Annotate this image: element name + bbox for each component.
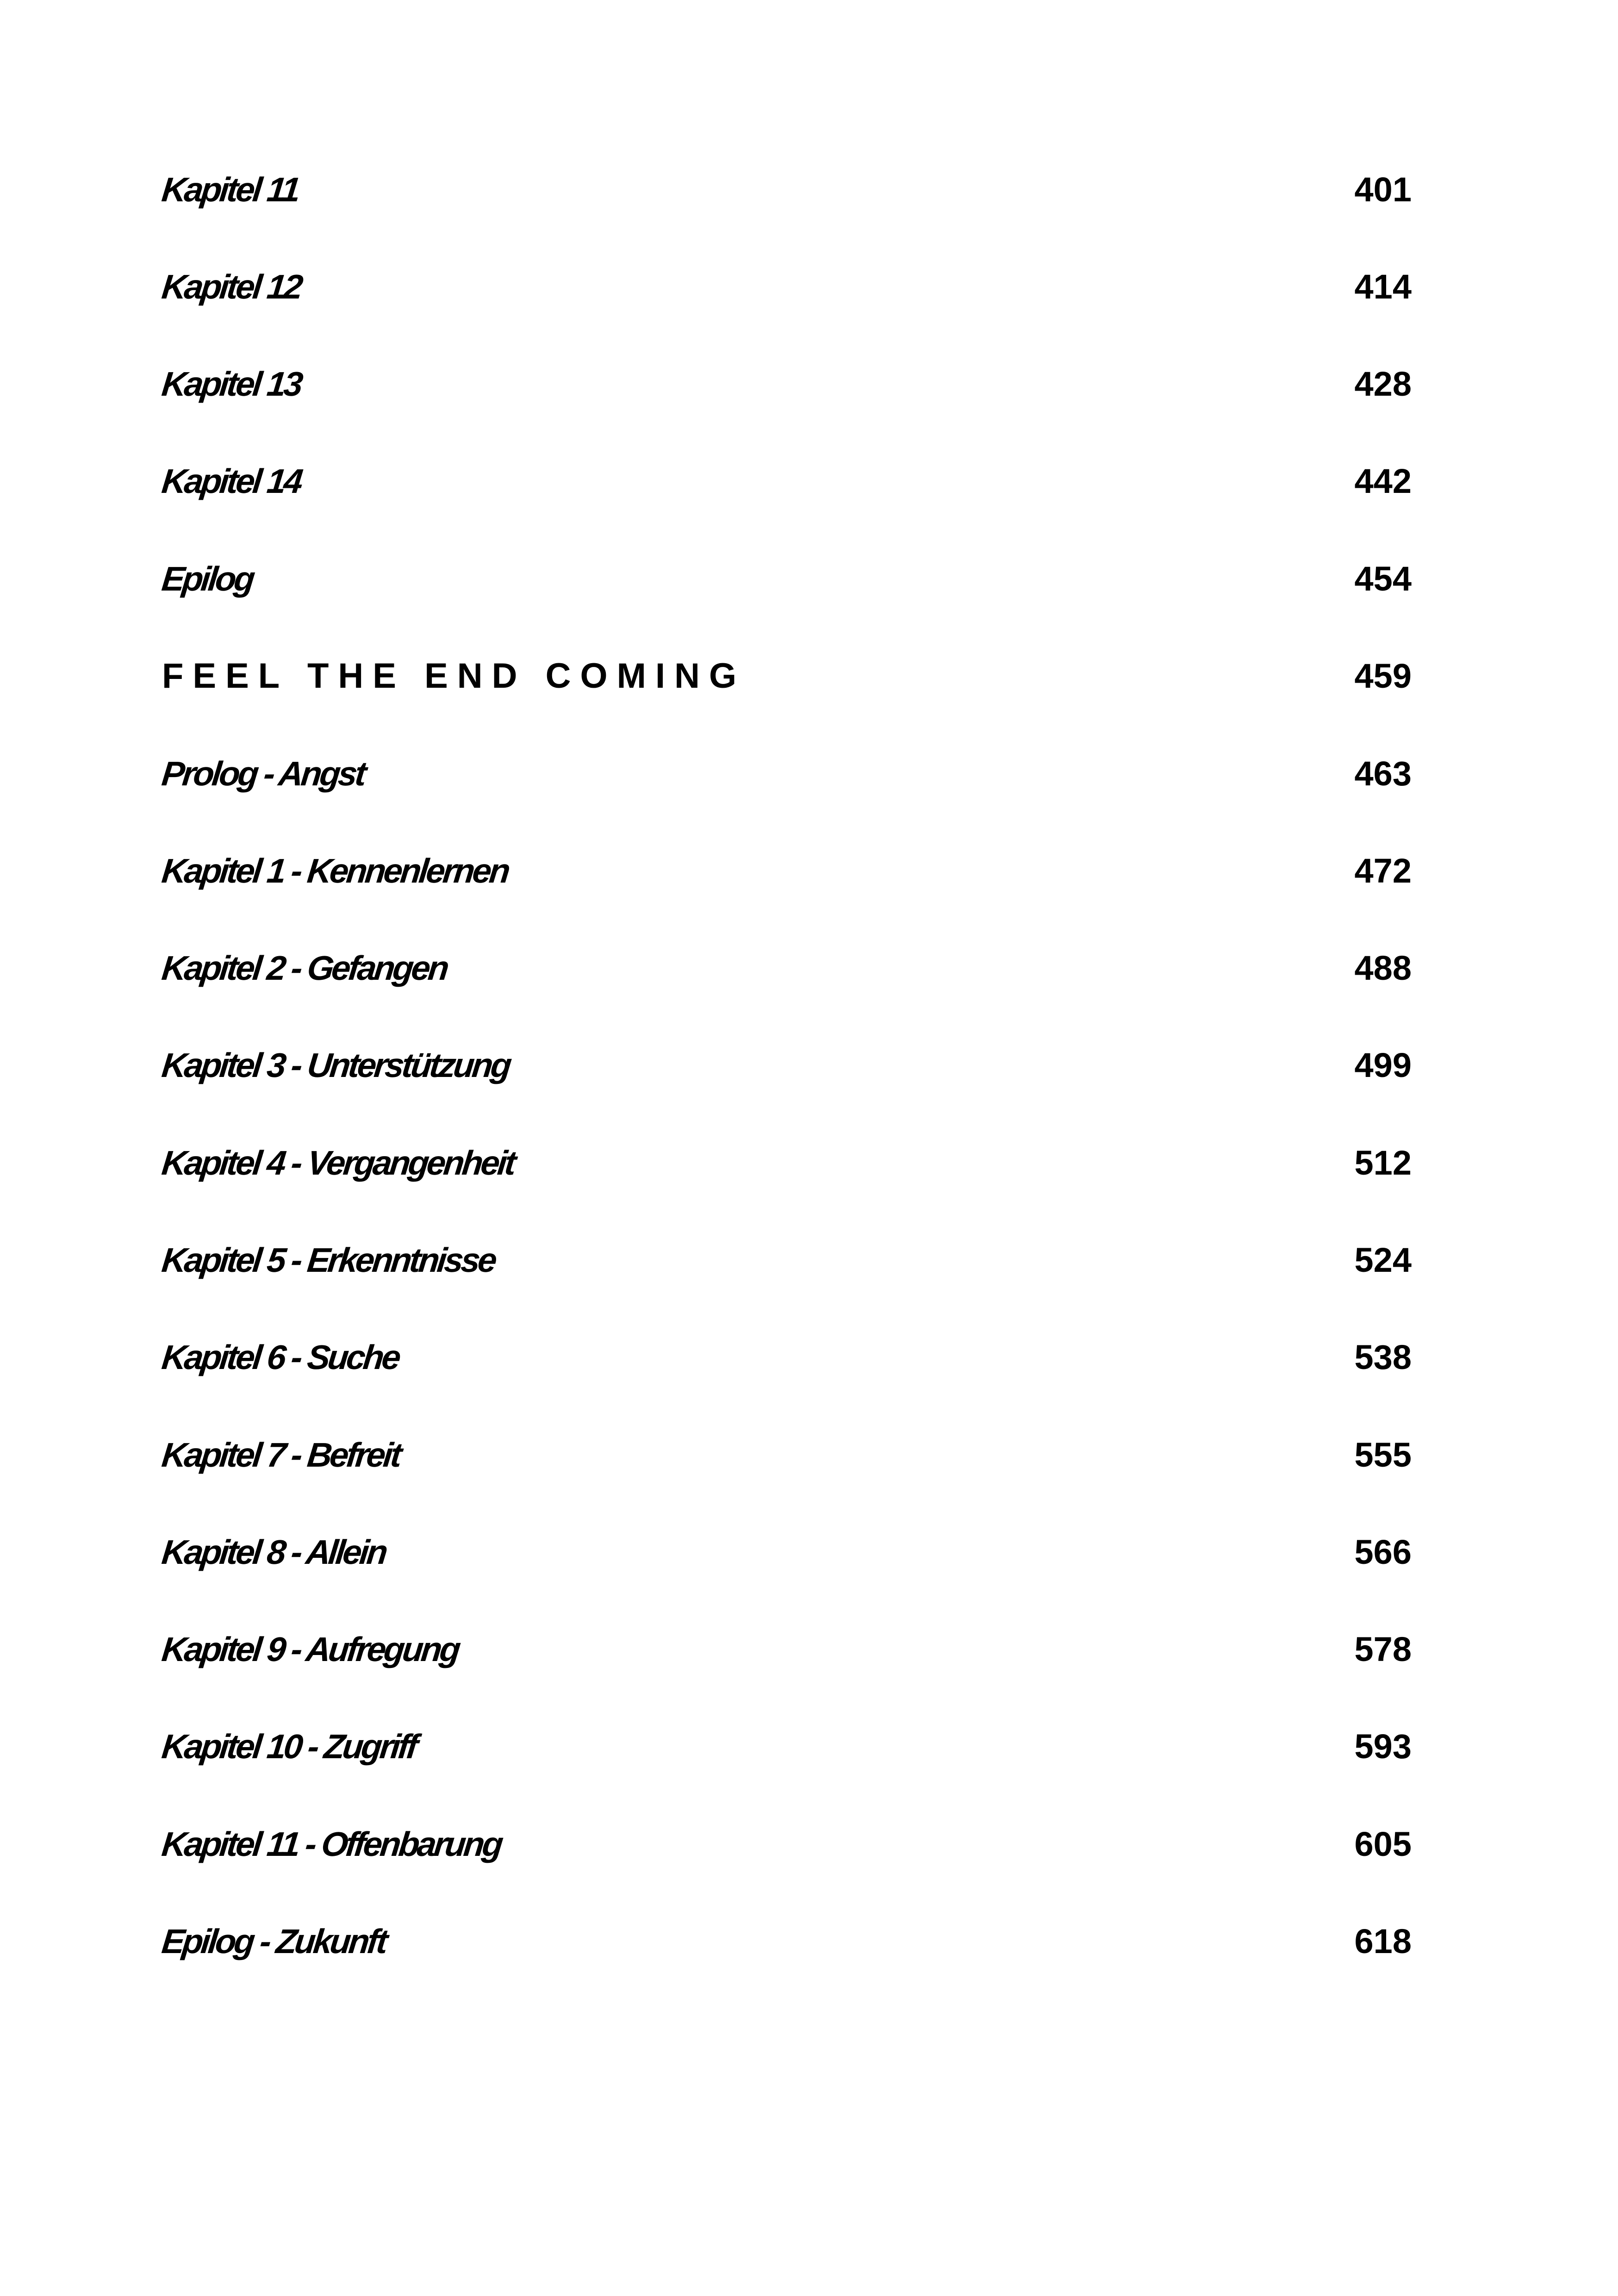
toc-entry-title: Kapitel 14 — [160, 462, 303, 500]
toc-entry[interactable] — [162, 257, 1412, 317]
toc-entry-title: Kapitel 4 - Vergangenheit — [160, 1144, 516, 1182]
toc-entry-title: Kapitel 1 - Kennenlernen — [160, 852, 510, 890]
toc-entry[interactable] — [162, 744, 1412, 804]
toc-entry-page-number: 459 — [1354, 657, 1412, 695]
toc-entry-title: Epilog - Zukunft — [160, 1922, 388, 1960]
toc-entry-page-number: 618 — [1354, 1922, 1412, 1960]
toc-part-entry[interactable] — [162, 646, 1412, 706]
toc-entry-page-number: 454 — [1354, 560, 1412, 598]
toc-entry-page-number: 499 — [1354, 1046, 1412, 1084]
toc-entry[interactable] — [162, 1814, 1412, 1874]
toc-entry[interactable] — [162, 451, 1412, 511]
toc-entry-page-number: 488 — [1354, 949, 1412, 987]
toc-entry-title: Kapitel 13 — [160, 365, 303, 403]
toc-entry-title: Kapitel 6 - Suche — [160, 1338, 401, 1376]
toc-entry-page-number: 578 — [1354, 1630, 1412, 1668]
toc-part-title: FEEL THE END COMING — [162, 656, 746, 696]
toc-entry[interactable] — [162, 1717, 1412, 1777]
toc-entry-title: Kapitel 2 - Gefangen — [160, 949, 449, 987]
toc-entry[interactable] — [162, 160, 1412, 220]
toc-entry-title: Kapitel 11 — [160, 170, 300, 209]
toc-entry[interactable] — [162, 354, 1412, 414]
toc-entry-title: Kapitel 8 - Allein — [160, 1533, 388, 1571]
toc-entry-title: Kapitel 3 - Unterstützung — [160, 1046, 512, 1084]
toc-entry-page-number: 512 — [1354, 1144, 1412, 1182]
toc-entry[interactable] — [162, 1522, 1412, 1582]
toc-entry-title: Kapitel 9 - Aufregung — [160, 1630, 461, 1668]
toc-entry-page-number: 605 — [1354, 1825, 1412, 1863]
toc-entry[interactable] — [162, 1425, 1412, 1485]
toc-entry-title: Kapitel 10 - Zugriff — [160, 1727, 418, 1766]
toc-entry[interactable] — [162, 549, 1412, 609]
toc-entry-title: Epilog — [160, 560, 255, 598]
toc-entry-page-number: 472 — [1354, 852, 1412, 890]
toc-entry[interactable] — [162, 1230, 1412, 1290]
toc-entry-page-number: 428 — [1354, 365, 1412, 403]
toc-entry-page-number: 414 — [1354, 268, 1412, 306]
toc-entry[interactable] — [162, 1327, 1412, 1388]
toc-entry[interactable] — [162, 841, 1412, 901]
toc-entry[interactable] — [162, 1911, 1412, 1972]
toc-entry[interactable] — [162, 1035, 1412, 1095]
toc-entry-title: Kapitel 11 - Offenbarung — [160, 1825, 503, 1863]
toc-entry-title: Kapitel 12 — [160, 268, 303, 306]
toc-entry[interactable] — [162, 1619, 1412, 1680]
toc-entry-page-number: 566 — [1354, 1533, 1412, 1571]
toc-entry-page-number: 442 — [1354, 462, 1412, 500]
toc-entry-page-number: 524 — [1354, 1241, 1412, 1279]
toc-entry-page-number: 401 — [1354, 170, 1412, 209]
toc-entry-title: Kapitel 5 - Erkenntnisse — [160, 1241, 497, 1279]
toc-entry[interactable] — [162, 1133, 1412, 1193]
toc-entry-page-number: 593 — [1354, 1727, 1412, 1766]
toc-entry-title: Kapitel 7 - Befreit — [160, 1436, 402, 1474]
toc-entry[interactable] — [162, 938, 1412, 998]
toc-entry-page-number: 463 — [1354, 754, 1412, 793]
toc-entry-title: Prolog - Angst — [160, 754, 367, 793]
toc-entry-page-number: 538 — [1354, 1338, 1412, 1376]
toc-entry-page-number: 555 — [1354, 1436, 1412, 1474]
